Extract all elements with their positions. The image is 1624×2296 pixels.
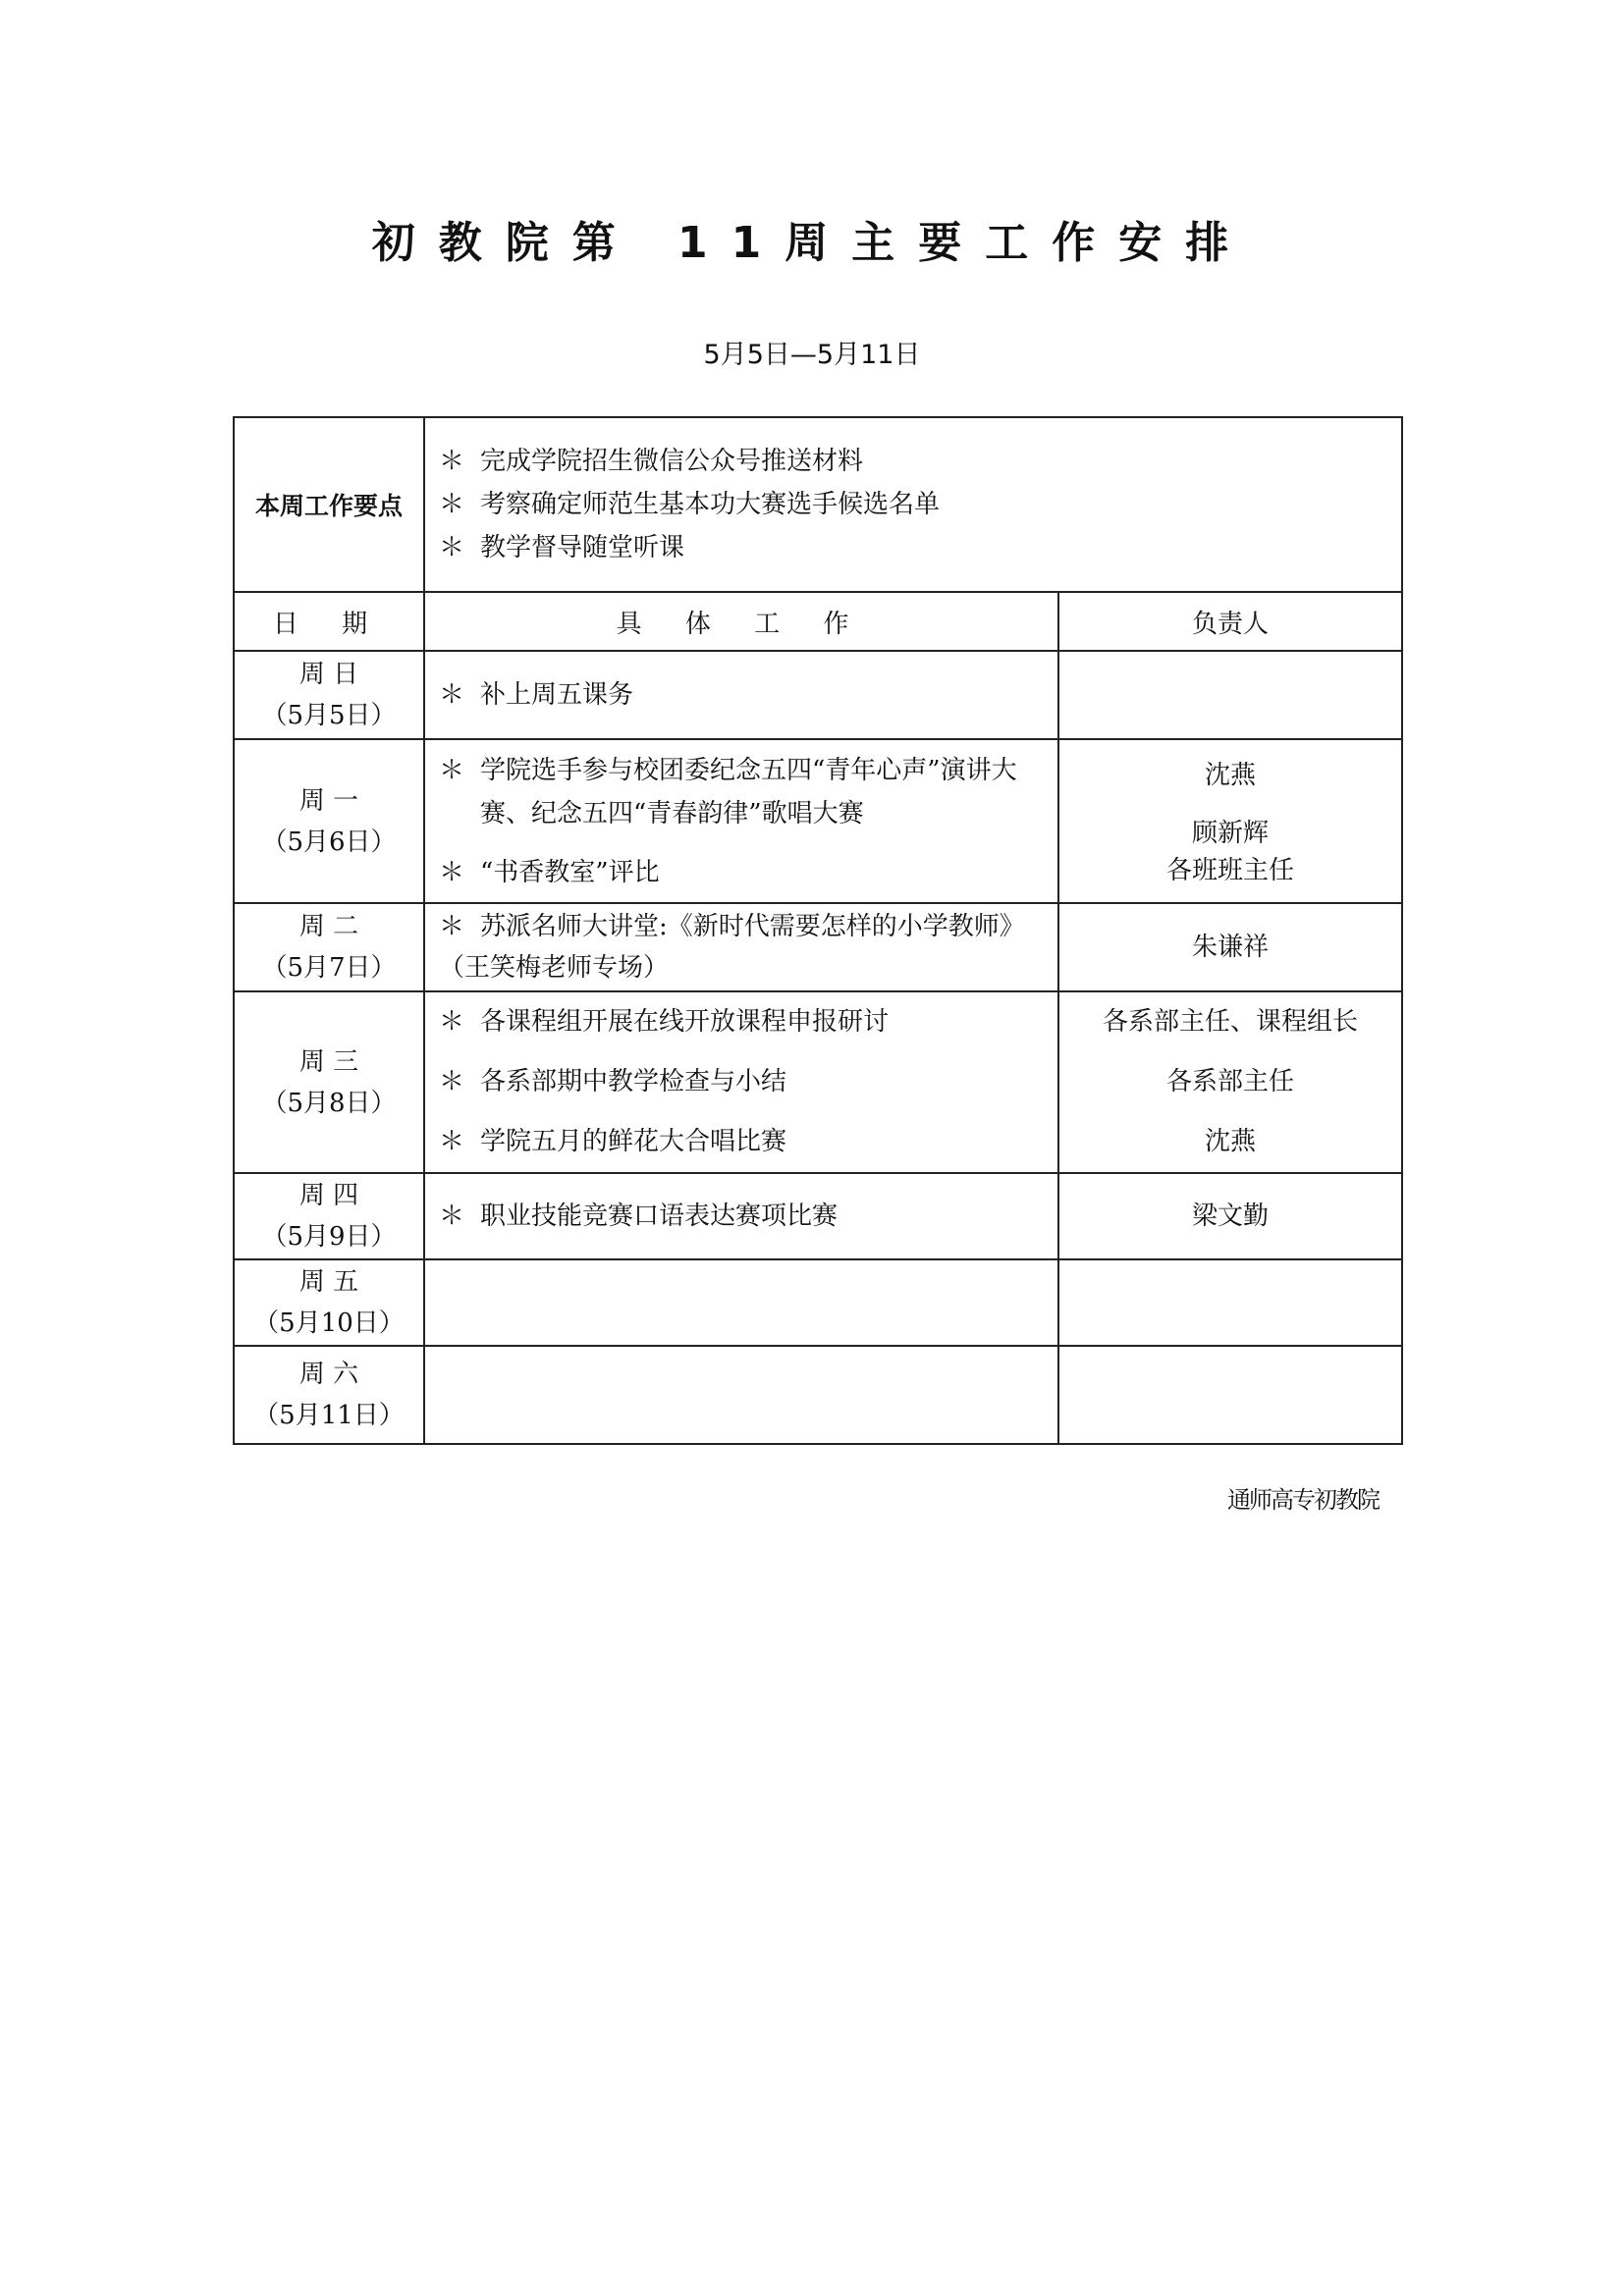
task-cell <box>424 991 1058 1173</box>
bullet-icon: ＊ <box>439 1127 465 1156</box>
day-date: （5月8日） <box>261 1088 397 1118</box>
day-name: 周 二 <box>298 912 359 941</box>
day-date: （5月6日） <box>261 827 397 857</box>
day-date: （5月7日） <box>261 953 397 983</box>
header-row <box>234 592 1402 651</box>
day-row-friday <box>234 1259 1402 1346</box>
key-point: ＊ 考察确定师范生基本功大赛选手候选名单 <box>425 483 1401 526</box>
bullet-icon: ＊ <box>439 857 465 887</box>
task-cell <box>424 903 1058 991</box>
task: ＊ 职业技能竞赛口语表达赛项比赛 <box>425 1195 1057 1238</box>
date-range: 5月5日—5月11日 <box>703 340 921 370</box>
day-name: 周 五 <box>298 1267 359 1297</box>
task: ＊ 苏派名师大讲堂:《新时代需要怎样的小学教师》（王笑梅老师专场） <box>425 906 1057 988</box>
day-row-tuesday <box>234 903 1402 991</box>
responsible-cell <box>1058 1346 1402 1444</box>
task: ＊ 各系部期中教学检查与小结 <box>425 1052 1057 1112</box>
task-cell <box>424 1173 1058 1259</box>
bullet-icon: ＊ <box>439 755 465 785</box>
day-row-thursday <box>234 1173 1402 1259</box>
task-cell <box>424 739 1058 903</box>
day-name: 周 一 <box>298 785 359 816</box>
schedule-table <box>233 416 1403 1445</box>
bullet-icon: ＊ <box>439 680 465 710</box>
key-point: ＊ 教学督导随堂听课 <box>425 526 1401 569</box>
day-date: （5月9日） <box>261 1222 397 1252</box>
task-cell <box>424 1346 1058 1444</box>
bullet-icon: ＊ <box>439 1007 465 1037</box>
responsible-cell <box>1058 991 1402 1173</box>
bullet-icon: ＊ <box>439 533 465 562</box>
task: ＊ 各课程组开展在线开放课程申报研讨 <box>425 992 1057 1052</box>
day-row-saturday <box>234 1346 1402 1444</box>
responsible-cell <box>1058 739 1402 903</box>
day-cell <box>234 739 424 903</box>
task-cell <box>424 1259 1058 1346</box>
day-cell <box>234 1346 424 1444</box>
task: ＊ 学院选手参与校团委纪念五四“青年心声”演讲大赛、纪念五四“青春韵律”歌唱大赛 <box>425 749 1057 835</box>
responsible-cell <box>1058 1259 1402 1346</box>
responsible-cell <box>1058 651 1402 739</box>
day-cell <box>234 651 424 739</box>
day-name: 周 四 <box>298 1181 359 1210</box>
day-cell <box>234 991 424 1173</box>
key-points-row <box>234 417 1402 592</box>
key-points-list <box>424 417 1402 592</box>
day-date: （5月10日） <box>253 1308 405 1338</box>
header-responsible: 负责人 <box>1058 592 1402 651</box>
day-cell <box>234 903 424 991</box>
day-date: （5月11日） <box>253 1401 405 1430</box>
bullet-icon: ＊ <box>439 1067 465 1096</box>
header-work: 具 体 工 作 <box>424 592 1058 651</box>
day-cell <box>234 1173 424 1259</box>
responsible-person: 各系部主任 <box>1166 1067 1295 1096</box>
task: ＊ “书香教室”评比 <box>425 851 1057 894</box>
day-cell <box>234 1259 424 1346</box>
responsible-person: 梁文勤 <box>1192 1201 1270 1231</box>
day-name: 周 三 <box>298 1046 359 1077</box>
bullet-icon: ＊ <box>439 1201 465 1231</box>
responsible-person: 沈燕 <box>1205 760 1257 790</box>
day-row-wednesday <box>234 991 1402 1173</box>
day-row-sunday <box>234 651 1402 739</box>
responsible-person: 各班班主任 <box>1166 855 1295 885</box>
task-cell <box>424 651 1058 739</box>
day-name: 周 日 <box>298 660 359 689</box>
responsible-cell <box>1058 1173 1402 1259</box>
key-points-label: 本周工作要点 <box>234 417 424 592</box>
responsible-person: 沈燕 <box>1205 1127 1257 1156</box>
page-title: 初教院第 11周主要工作安排 <box>371 218 1253 268</box>
responsible-person: 顾新辉 <box>1192 818 1270 848</box>
header-date: 日 期 <box>234 592 424 651</box>
bullet-icon: ＊ <box>439 490 465 519</box>
day-name: 周 六 <box>298 1360 359 1389</box>
footer-signature: 通师高专初教院 <box>1227 1486 1379 1514</box>
task: ＊ 学院五月的鲜花大合唱比赛 <box>425 1112 1057 1172</box>
day-date: （5月5日） <box>261 701 397 730</box>
key-point: ＊ 完成学院招生微信公众号推送材料 <box>425 440 1401 483</box>
bullet-icon: ＊ <box>439 912 465 941</box>
task: ＊ 补上周五课务 <box>425 673 1057 717</box>
bullet-icon: ＊ <box>439 447 465 476</box>
responsible-cell <box>1058 903 1402 991</box>
day-row-monday <box>234 739 1402 903</box>
responsible-person: 朱谦祥 <box>1192 933 1270 962</box>
responsible-person: 各系部主任、课程组长 <box>1103 1007 1359 1037</box>
